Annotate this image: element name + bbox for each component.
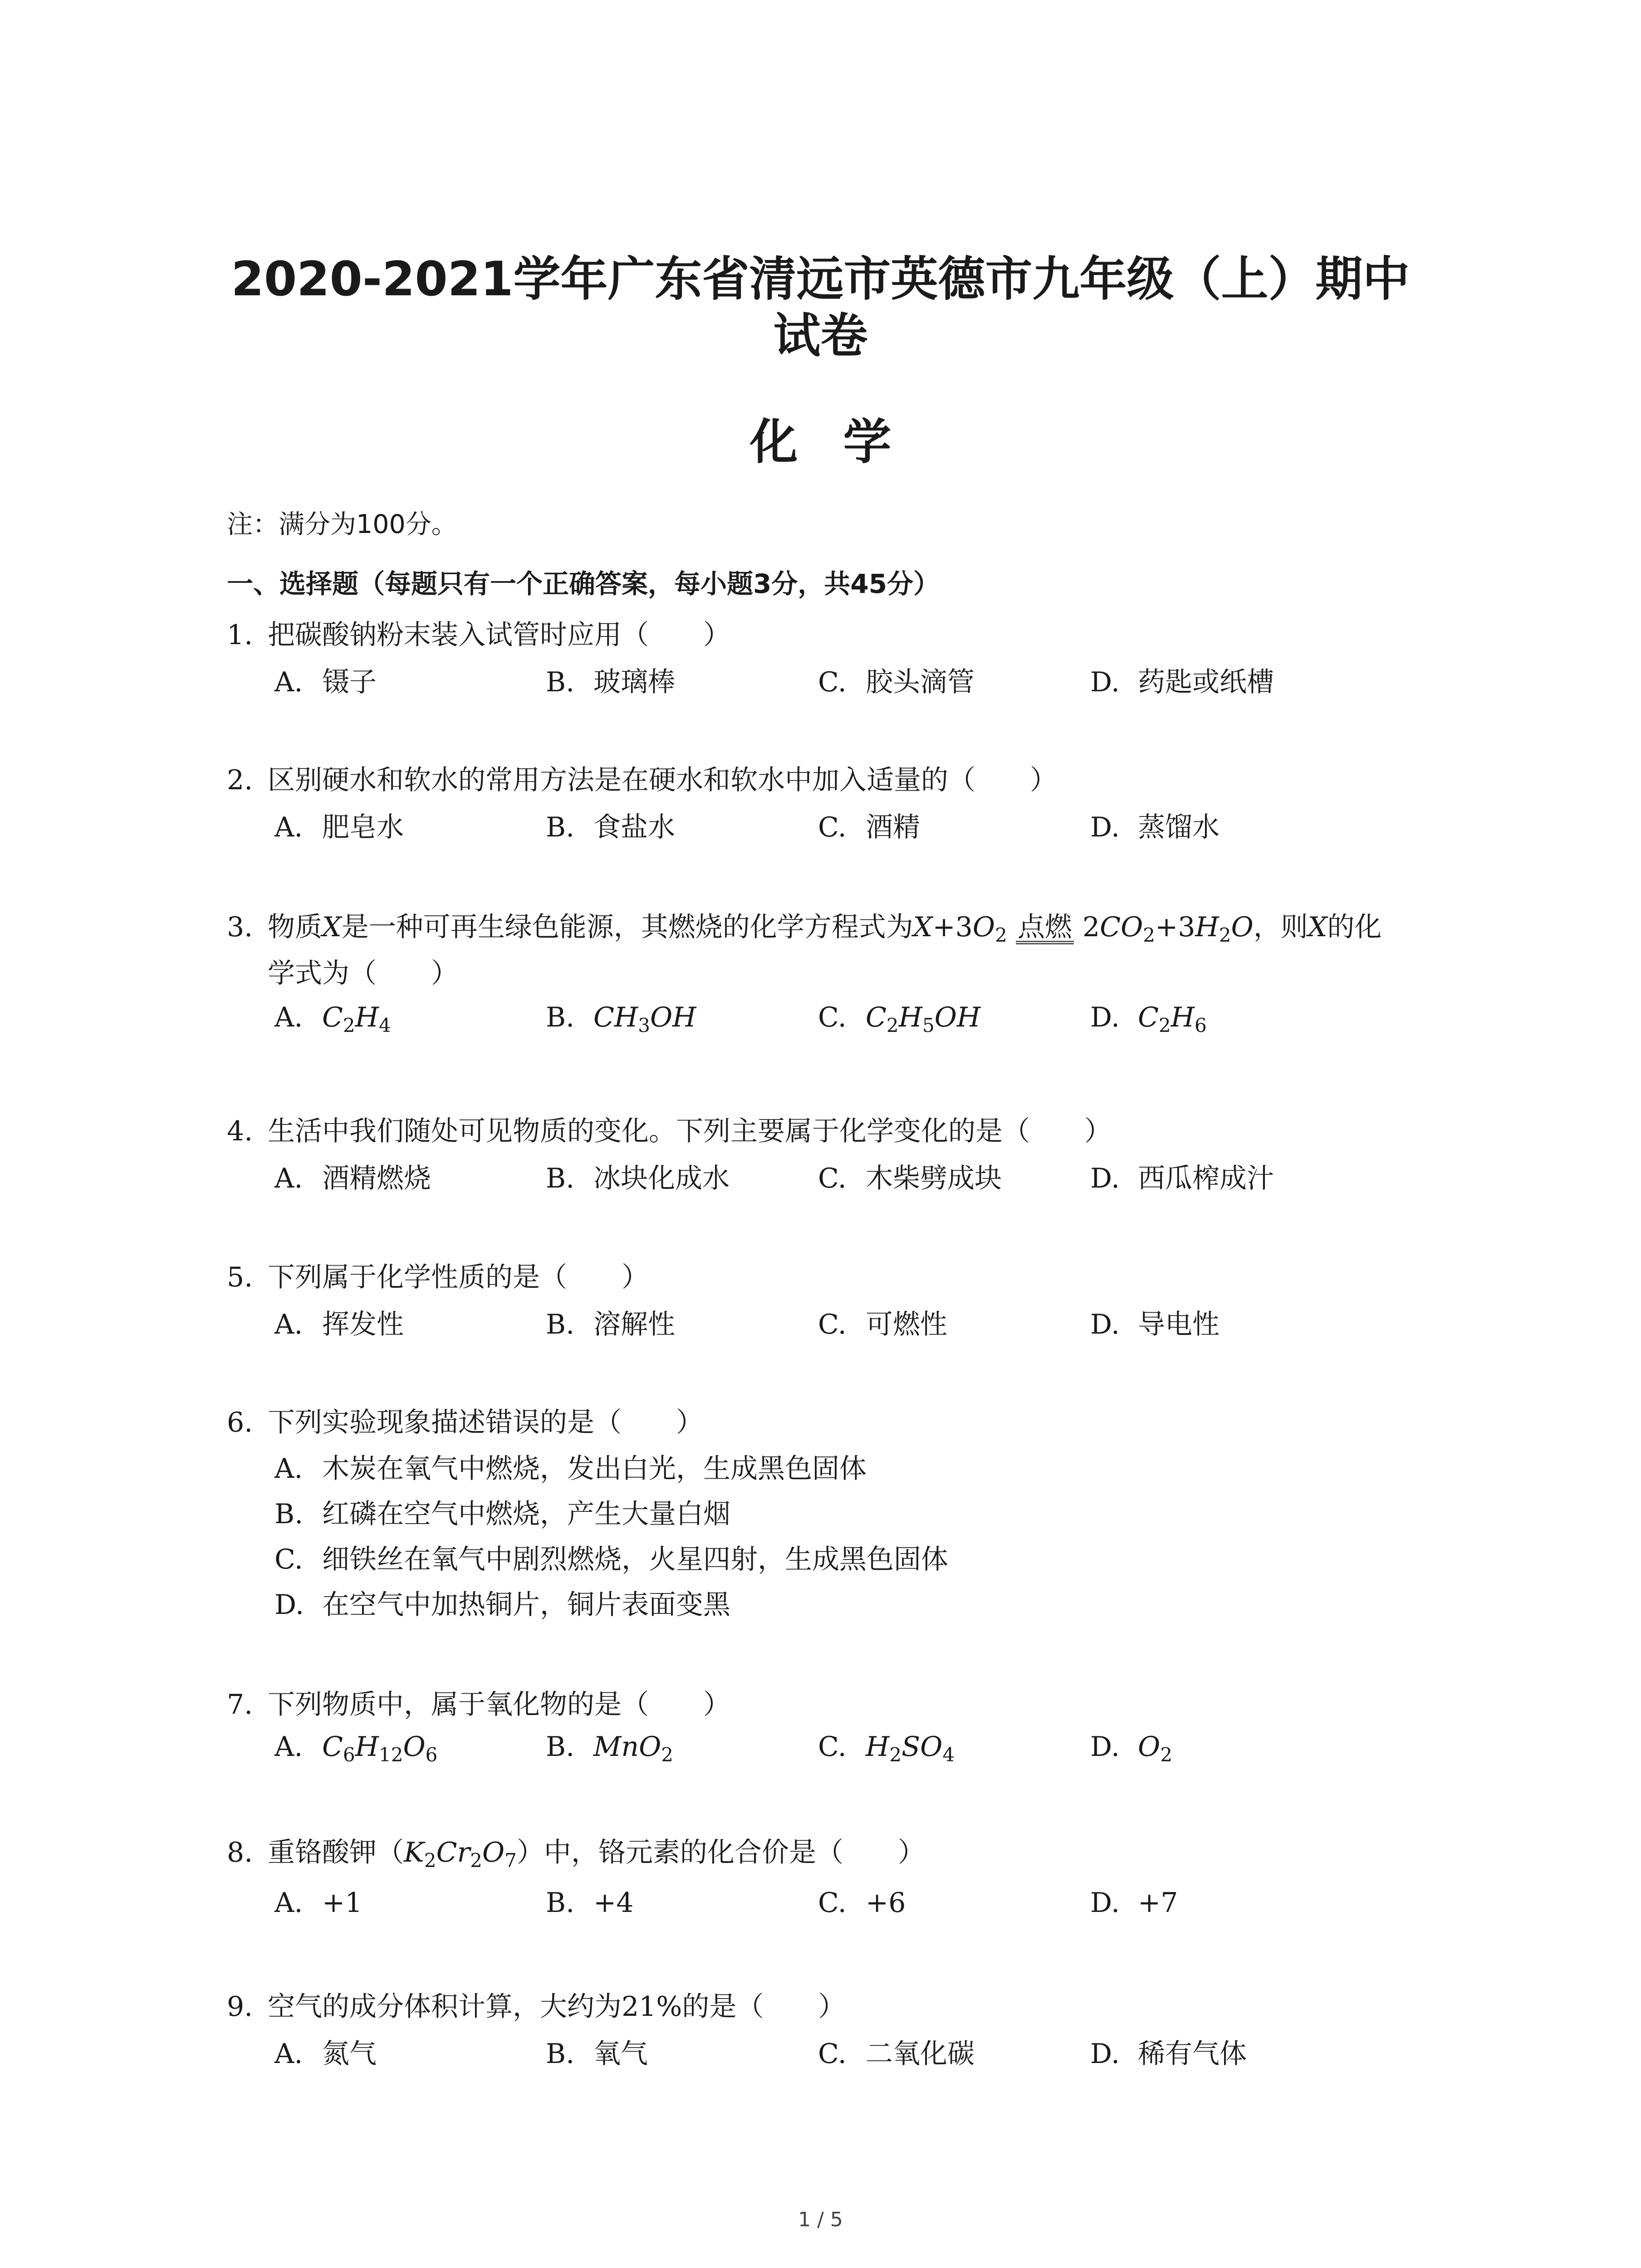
exam-title-line1: 2020-2021学年广东省清远市英德市九年级（上）期中 xyxy=(231,251,1410,307)
option-a: A. 氮气 xyxy=(274,2038,377,2070)
option-a: A. 肥皂水 xyxy=(274,811,404,843)
question-6: 6. 下列实验现象描述错误的是（ ） xyxy=(227,1407,703,1438)
option-a: A. +1 xyxy=(274,1887,362,1919)
option-a: A. $C_2H_4$ xyxy=(274,1002,391,1036)
question-stem: 把碳酸钠粉末装入试管时应用（ ） xyxy=(268,619,730,651)
section-heading: 一、选择题（每题只有一个正确答案，每小题3分，共45分） xyxy=(227,568,940,599)
option-a: A. 挥发性 xyxy=(274,1309,404,1340)
option-c: C. 酒精 xyxy=(818,811,920,843)
option-b: B. 食盐水 xyxy=(546,811,675,843)
option-c: C. 细铁丝在氧气中剧烈燃烧，火星四射，生成黑色固体 xyxy=(274,1544,948,1575)
option-b: B. 红磷在空气中燃烧，产生大量白烟 xyxy=(274,1498,730,1530)
question-1 xyxy=(227,613,730,652)
option-a: A. 木炭在氧气中燃烧，发出白光，生成黑色固体 xyxy=(274,1453,867,1485)
option-c: C. +6 xyxy=(818,1887,906,1919)
question-2: 2. 区别硬水和软水的常用方法是在硬水和软水中加入适量的（ ） xyxy=(227,764,1057,796)
option-c: C. 可燃性 xyxy=(818,1309,947,1340)
question-number: 1. xyxy=(227,619,253,651)
question-stem: 区别硬水和软水的常用方法是在硬水和软水中加入适量的（ ） xyxy=(268,764,1057,796)
question-3-continued: 学式为（ ） xyxy=(268,958,458,989)
option-b: B. 溶解性 xyxy=(546,1309,675,1340)
option-c: C. $C_2H_5OH$ xyxy=(818,1002,981,1036)
reaction-condition: 点燃 xyxy=(1016,914,1074,944)
question-5: 5. 下列属于化学性质的是（ ） xyxy=(227,1261,649,1293)
page-number: 1 / 5 xyxy=(798,2208,843,2231)
option-a: A. $C_6H_{12}O_6$ xyxy=(274,1731,438,1766)
option-d: D. 稀有气体 xyxy=(1090,2038,1247,2070)
option-b: B. 冰块化成水 xyxy=(546,1163,730,1194)
option-c: C. 二氧化碳 xyxy=(818,2038,975,2070)
option-b: B. +4 xyxy=(546,1887,634,1919)
question-8: 8. 重铬酸钾$(K_2Cr_2O_7)$中，铬元素的化合价是（ ） xyxy=(227,1837,925,1872)
score-note: 注：满分为100分。 xyxy=(227,509,457,539)
option-b: B. 玻璃棒 xyxy=(546,666,675,698)
option-d: D. 药匙或纸槽 xyxy=(1090,666,1274,698)
option-c: C. 胶头滴管 xyxy=(818,666,975,698)
option-c: C. 木柴劈成块 xyxy=(818,1163,1002,1194)
option-a: A. 镊子 xyxy=(274,666,377,698)
option-b: B. MnO$_2$ xyxy=(546,1731,674,1766)
question-3: 3. 物质X是一种可再生绿色能源，其燃烧的化学方程式为$X+3O_2$ 点燃 $2CO_2+3H_2O$，则X的化 xyxy=(227,911,1382,946)
option-d: D. 导电性 xyxy=(1090,1309,1220,1340)
question-7: 7. 下列物质中，属于氧化物的是（ ） xyxy=(227,1689,730,1721)
subject-heading: 化学 xyxy=(749,414,937,470)
question-9: 9. 空气的成分体积计算，大约为21%的是（ ） xyxy=(227,1991,846,2023)
option-a: A. 酒精燃烧 xyxy=(274,1163,431,1194)
option-d: D. +7 xyxy=(1090,1887,1178,1919)
exam-title-line2: 试卷 xyxy=(773,308,868,363)
option-d: D. $C_2H_6$ xyxy=(1090,1002,1207,1036)
option-d: D. 在空气中加热铜片，铜片表面变黑 xyxy=(274,1589,730,1621)
option-d: D. 蒸馏水 xyxy=(1090,811,1220,843)
option-b: B. 氧气 xyxy=(546,2038,648,2070)
option-d: D. 西瓜榨成汁 xyxy=(1090,1163,1274,1194)
option-b: B. $CH_3OH$ xyxy=(546,1002,696,1036)
option-c: C. $H_2SO_4$ xyxy=(818,1731,955,1766)
option-d: D. $O_2$ xyxy=(1090,1731,1172,1766)
question-4: 4. 生活中我们随处可见物质的变化。下列主要属于化学变化的是（ ） xyxy=(227,1115,1112,1147)
